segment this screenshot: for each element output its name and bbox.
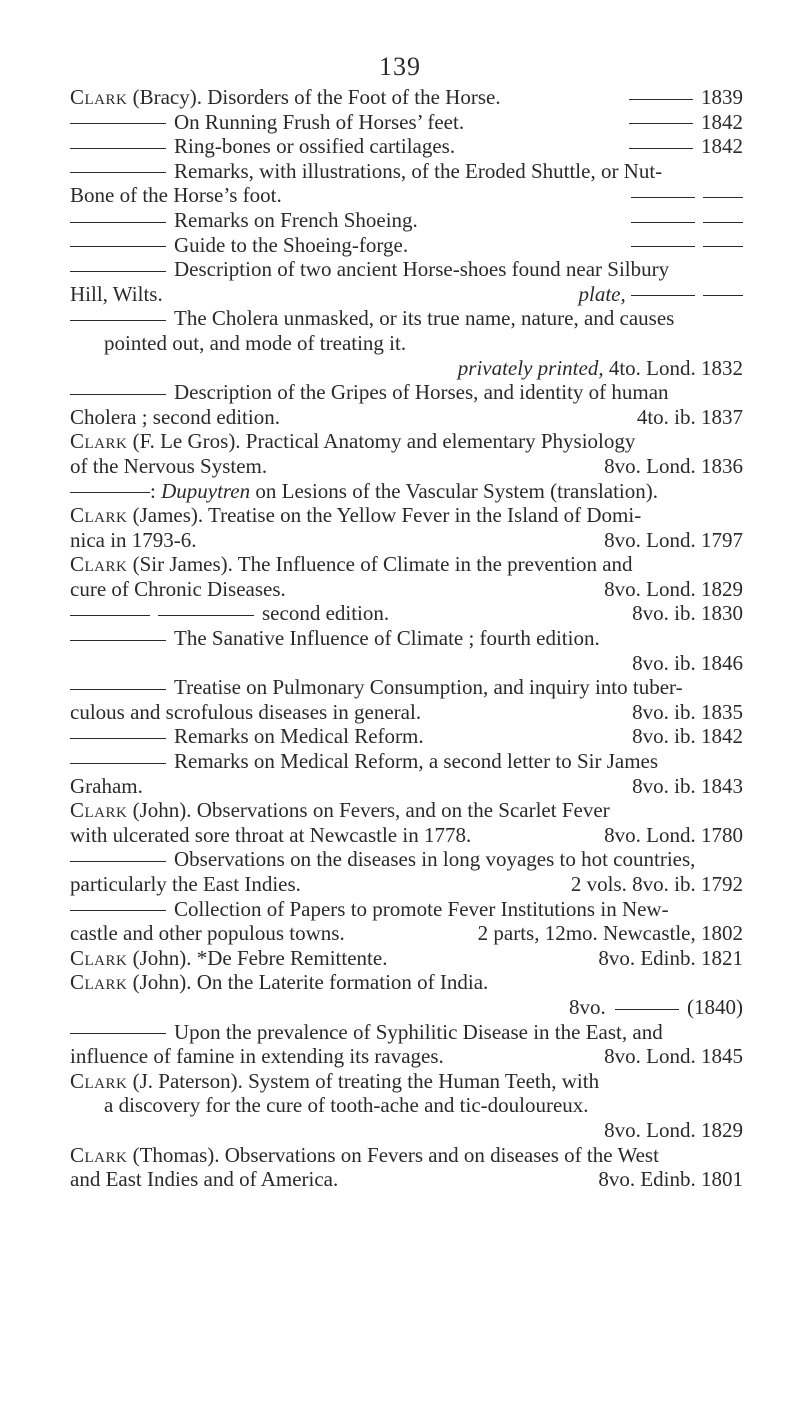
page-number: 139 bbox=[379, 52, 421, 81]
author-name: Clark bbox=[70, 1068, 128, 1093]
entry-18: Clark (John). Observations on Fevers, and on the Scarlet Fever with ulcerated sore throat at Newcastle in 1778. 8vo. Lond. 1780 bbox=[70, 798, 743, 847]
date: 1839 bbox=[701, 85, 743, 109]
author-name: Clark bbox=[70, 552, 128, 577]
entry-6: Description of two ancient Horse-shoes found near Silbury Hill, Wilts. plate, bbox=[70, 257, 743, 306]
entry-4: Remarks on French Shoeing. bbox=[70, 208, 743, 233]
author-name: Clark bbox=[70, 1142, 128, 1167]
entry-10: : Dupuytren on Lesions of the Vascular System (translation). bbox=[70, 479, 743, 504]
author-name: Clark bbox=[70, 970, 128, 995]
entry-7: The Cholera unmasked, or its true name, nature, and causes pointed out, and mode of treating it. privately printed, 4to. Lond. 1832 bbox=[70, 306, 743, 380]
date: 1842 bbox=[701, 109, 743, 134]
entry-25: Clark (Thomas). Observations on Fevers and on diseases of the West and East Indies and of America. 8vo. Edinb. 1801 bbox=[70, 1142, 743, 1192]
entry-20: Collection of Papers to promote Fever Institutions in New- castle and other populous towns. 2 parts, 12mo. Newcastle, 1802 bbox=[70, 896, 743, 946]
author-name: Clark bbox=[70, 945, 128, 970]
date: 1842 bbox=[701, 134, 743, 159]
entry-24: Clark (J. Paterson). System of treating the Human Teeth, with a discovery for the cure of tooth-ache and tic-douloureux. 8vo. Lond. 1829 bbox=[70, 1068, 743, 1142]
author-name: Clark bbox=[70, 503, 128, 528]
entry-0: Clark (Bracy). Disorders of the Foot of the Horse. 1839 bbox=[70, 85, 743, 109]
author-name: Clark bbox=[70, 85, 128, 109]
entry-21: Clark (John). *De Febre Remittente. 8vo. Edinb. 1821 bbox=[70, 945, 743, 970]
entry-23: Upon the prevalence of Syphilitic Disease in the East, and influence of famine in extending its ravages. 8vo. Lond. 1845 bbox=[70, 1019, 743, 1069]
entry-8: Description of the Gripes of Horses, and identity of human Cholera ; second edition. 4to. ib. 1837 bbox=[70, 380, 743, 429]
entry-22: Clark (John). On the Laterite formation of India. 8vo. (1840) bbox=[70, 970, 743, 1019]
entry-1: On Running Frush of Horses’ feet. 1842 bbox=[70, 110, 743, 135]
entry-16: Remarks on Medical Reform. 8vo. ib. 1842 bbox=[70, 724, 743, 749]
entry-3: Remarks, with illustrations, of the Eroded Shuttle, or Nut- Bone of the Horse’s foot. bbox=[70, 159, 743, 208]
entry-12: Clark (Sir James). The Influence of Climate in the prevention and cure of Chronic Diseases. 8vo. Lond. 1829 bbox=[70, 552, 743, 601]
entry-11: Clark (James). Treatise on the Yellow Fever in the Island of Domi- nica in 1793-6. 8vo. Lond. 1797 bbox=[70, 503, 743, 552]
entry-17: Remarks on Medical Reform, a second letter to Sir James Graham. 8vo. ib. 1843 bbox=[70, 749, 743, 798]
entry-5: Guide to the Shoeing-forge. bbox=[70, 233, 743, 258]
bibliography-entries bbox=[70, 85, 743, 1192]
entry-19: Observations on the diseases in long voyages to hot countries, particularly the East Indies. 2 vols. 8vo. ib. 1792 bbox=[70, 847, 743, 896]
entry-13: second edition. 8vo. ib. 1830 bbox=[70, 601, 743, 626]
author-name: Clark bbox=[70, 798, 128, 823]
entry-15: Treatise on Pulmonary Consumption, and inquiry into tuber- culous and scrofulous diseases in general. 8vo. ib. 1835 bbox=[70, 675, 743, 724]
entry-14: The Sanative Influence of Climate ; fourth edition. 8vo. ib. 1846 bbox=[70, 626, 743, 675]
author-name: Clark bbox=[70, 429, 128, 454]
entry-2: Ring-bones or ossified cartilages. 1842 bbox=[70, 134, 743, 159]
entry-9: Clark (F. Le Gros). Practical Anatomy and elementary Physiology of the Nervous System. 8vo. Lond. 1836 bbox=[70, 429, 743, 478]
